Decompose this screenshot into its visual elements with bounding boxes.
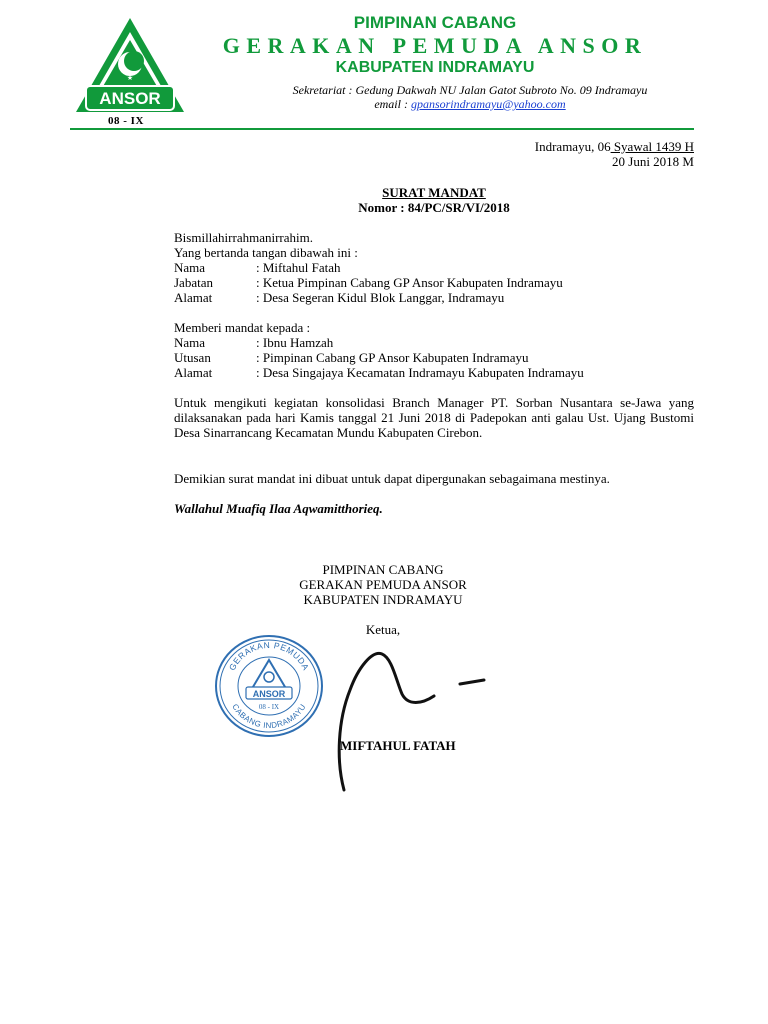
official-stamp	[213, 633, 325, 739]
closing-salutation: Wallahul Muafiq Ilaa Aqwamitthorieq.	[174, 501, 383, 516]
recipient-address-value: : Desa Singajaya Kecamatan Indramayu Kabupaten Indramayu	[256, 365, 584, 380]
signer-intro: Yang bertanda tangan dibawah ini :	[174, 245, 358, 260]
org-region: KABUPATEN INDRAMAYU	[335, 59, 535, 76]
closing-paragraph: Demikian surat mandat ini dibuat untuk dapat dipergunakan sebagaimana mestinya.	[174, 471, 610, 486]
email-line	[180, 97, 760, 112]
handwritten-signature	[330, 640, 500, 800]
sign-role: Ketua,	[365, 622, 401, 637]
recipient-intro: Memberi mandat kepada :	[174, 320, 311, 335]
email-label: email :	[374, 97, 408, 111]
sign-org-name: GERAKAN PEMUDA ANSOR	[299, 577, 467, 592]
stamp-bottom-text: CABANG INDRAMAYU	[230, 702, 308, 731]
recipient-delegate-label: Utusan	[174, 350, 211, 365]
recipient-name-value: : Ibnu Hamzah	[256, 335, 334, 350]
sign-org-region: KABUPATEN INDRAMAYU	[303, 592, 463, 607]
purpose-paragraph: Untuk mengikuti kegiatan konsolidasi Branch Manager PT. Sorban Nusantara se-Jawa yang dilaksanakan pada hari Kamis tanggal 21 Juni 2018 di Padepokan anti galau Ust. Ujang Bustomi Desa Sinarrancang Kecamatan Mundu Kabupaten Cirebon.	[174, 395, 694, 440]
recipient-address-label: Alamat	[174, 365, 213, 380]
signer-position-label: Jabatan	[174, 275, 213, 290]
stamp-code: 08 - IX	[258, 703, 280, 711]
stamp-center-text: ANSOR	[252, 689, 286, 699]
signer-name: MIFTAHUL FATAH	[340, 738, 456, 753]
logo-text: ANSOR	[99, 89, 161, 108]
logo-code: 08 - IX	[108, 115, 144, 127]
hijri-date	[535, 139, 694, 154]
secretariat-address: Sekretariat : Gedung Dakwah NU Jalan Gatot Subroto No. 09 Indramayu	[292, 83, 648, 97]
greeting: Bismillahirrahmanirrahim.	[174, 230, 313, 245]
recipient-delegate-value: : Pimpinan Cabang GP Ansor Kabupaten Indramayu	[256, 350, 529, 365]
gregorian-date: 20 Juni 2018 M	[612, 154, 694, 169]
stamp-top-text: GERAKAN PEMUDA	[226, 639, 312, 673]
sign-org-level: PIMPINAN CABANG	[322, 562, 444, 577]
letter-title: SURAT MANDAT	[382, 185, 486, 200]
svg-text:★: ★	[126, 75, 134, 82]
org-name: GERAKAN PEMUDA ANSOR	[222, 33, 648, 58]
letter-number: Nomor : 84/PC/SR/VI/2018	[358, 200, 510, 215]
signer-name-label: Nama	[174, 260, 206, 275]
header-divider	[70, 128, 694, 130]
email-link[interactable]: gpansorindramayu@yahoo.com	[410, 97, 566, 111]
hijri-date-prefix: Indramayu, 06	[534, 139, 611, 154]
signer-position-value: : Ketua Pimpinan Cabang GP Ansor Kabupaten Indramayu	[256, 275, 563, 290]
signer-address-label: Alamat	[174, 290, 213, 305]
org-level: PIMPINAN CABANG	[353, 13, 517, 32]
hijri-date-month: Syawal 1439 H	[610, 139, 694, 154]
recipient-name-label: Nama	[174, 335, 206, 350]
signer-address-value: : Desa Segeran Kidul Blok Langgar, Indramayu	[256, 290, 505, 305]
signer-name-value: : Miftahul Fatah	[256, 260, 341, 275]
